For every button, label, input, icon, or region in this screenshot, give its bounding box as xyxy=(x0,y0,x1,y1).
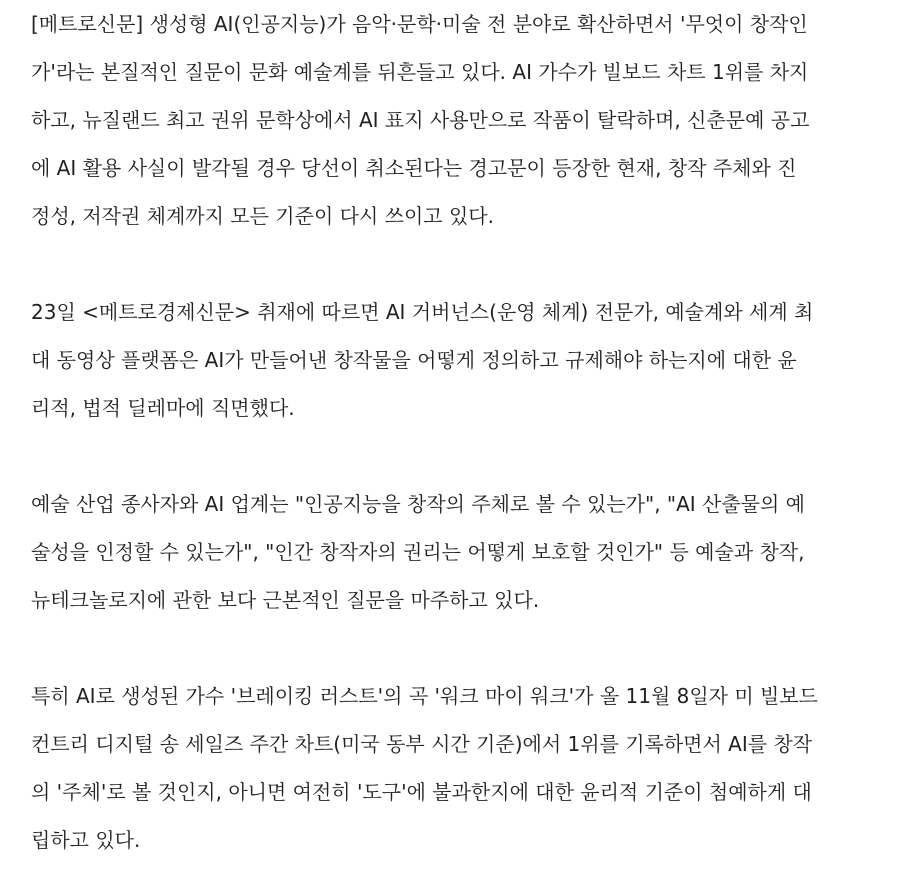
paragraph-1 xyxy=(31,0,809,240)
paragraph-line: 정성, 저작권 체계까지 모든 기준이 다시 쓰이고 있다. xyxy=(31,204,494,228)
paragraph-2 xyxy=(31,288,813,432)
paragraph-line: 하고, 뉴질랜드 최고 권위 문학상에서 AI 표지 사용만으로 작품이 탈락하며, 신춘문예 공고 xyxy=(31,108,810,132)
paragraph-3 xyxy=(31,480,805,624)
paragraph-4 xyxy=(31,672,818,864)
paragraph-line: 술성을 인정할 수 있는가", "인간 창작자의 권리는 어떻게 보호할 것인가" 등 예술과 창작, xyxy=(31,540,805,564)
paragraph-line: 에 AI 활용 사실이 발각될 경우 당선이 취소된다는 경고문이 등장한 현재, 창작 주체와 진 xyxy=(31,156,797,180)
paragraph-line: 예술 산업 종사자와 AI 업계는 "인공지능을 창작의 주체로 볼 수 있는가", "AI 산출물의 예 xyxy=(31,492,806,516)
paragraph-line: 뉴테크놀로지에 관한 보다 근본적인 질문을 마주하고 있다. xyxy=(31,588,540,612)
paragraph-line: 립하고 있다. xyxy=(31,828,141,852)
paragraph-line: 리적, 법적 딜레마에 직면했다. xyxy=(31,396,295,420)
paragraph-line: [메트로신문] 생성형 AI(인공지능)가 음악·문학·미술 전 분야로 확산하면서 '무엇이 창작인 xyxy=(31,12,808,36)
paragraph-line: 가'라는 본질적인 질문이 문화 예술계를 뒤흔들고 있다. AI 가수가 빌보드 차트 1위를 차지 xyxy=(31,60,809,84)
paragraph-line: 컨트리 디지털 송 세일즈 주간 차트(미국 동부 시간 기준)에서 1위를 기록하면서 AI를 창작 xyxy=(31,732,813,756)
paragraph-line: 의 '주체'로 볼 것인지, 아니면 여전히 '도구'에 불과한지에 대한 윤리적 기준이 첨예하게 대 xyxy=(31,780,812,804)
paragraph-line: 특히 AI로 생성된 가수 '브레이킹 러스트'의 곡 '워크 마이 워크'가 올 11월 8일자 미 빌보드 xyxy=(31,684,818,708)
paragraph-line: 대 동영상 플랫폼은 AI가 만들어낸 창작물을 어떻게 정의하고 규제해야 하는지에 대한 윤 xyxy=(31,348,797,372)
paragraph-line: 23일 <메트로경제신문> 취재에 따르면 AI 거버넌스(운영 체계) 전문가, 예술계와 세계 최 xyxy=(31,300,814,324)
